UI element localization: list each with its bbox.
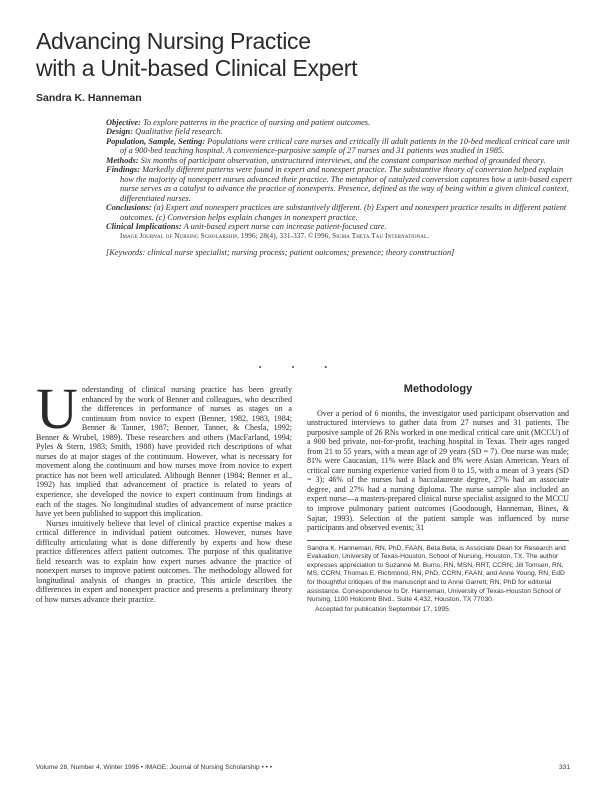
abstract-implications: [106, 222, 576, 231]
conclusions-text: (a) Expert and nonexpert practices are substantively different. (b) Expert and nonexpert practice results in different patient outcomes. (c) Conversion helps explain changes in nonexpert practice.: [120, 203, 567, 222]
footer-journal-info: Volume 28, Number 4, Winter 1996 • IMAGE: Journal of Nursing Scholarship • • •: [36, 764, 273, 771]
implications-label: Clinical Implications:: [106, 221, 182, 231]
conclusions-label: Conclusions:: [106, 203, 152, 213]
intro-paragraph-1-text: nderstanding of clinical nursing practice has been greatly enhanced by the work of Benner and colleagues, who described the differences in performance of nurses as stages on a continuum from novice to expert (Benner, 1982, 1983, 1984; Benner & Tanner, 1987; Benner, Tanner, & Chesla, 1992; Benner & Wrubel, 1989). These researchers and others (MacFarland, 1994; Pyles & Stern, 1983; Smith, 1988) have provided rich descriptions of what nurses do at major stages of the continuum. However, what is necessary for movement along the continuum and how nurses move from novice to expert practice has not been well articulated. Although Benner (1984; Benner et al., 1992) has implied that advancement of practice is related to years of experience, she developed the novice to expert continuum from findings at each of the stages. No longitudinal studies of advancement of nurse practice have yet been published to support this implication.: [36, 385, 292, 519]
objective-text: To explore patterns in the practice of nursing and patient outcomes.: [142, 118, 371, 127]
author-bio: Sandra K. Hanneman, RN, PhD, FAAN, Beta Beta, is Associate Dean for Research and Evaluation, University of Texas-Houston, School of Nursing, Houston, TX. The author expresses appreciation to Suzanne M. Burns, RN, MSN, RRT, CCRN; Jill Tomsen, RN, MS, CCRN; Thomas E. Richmond, RN, PhD, CCRN, FAAN; and Anne Young, RN, EdD for thoughtful critiques of the manuscript and to Anne Garrett, RN, PhD for editorial assistance. Correspondence to Dr. Hanneman, University of Texas-Houston School of Nursing, 1100 Holcomb Blvd., Suite 4.432, Houston, TX 77030.: [307, 544, 566, 604]
methodology-paragraph: Over a period of 6 months, the investigator used participant observation and unstructured interviews to gather data from 27 nurses and 31 patients. The purposive sample of 26 RNs worked in one medical critical care unit (MCCU) of a 900 bed private, not-for-profit, teaching hospital in Texas. Their ages ranged from 21 to 55 years, with a mean age of 29 years (SD = 7). One nurse was male; 81% were Caucasian, 11% were Black and 8% were Asian American. Years of critical care nursing experience varied from 0 to 15, with a mean of 3 years (SD = 3); 46% of the nurses had a baccalaureate degree, 27% had an associate degree, and 27% had a nursing diploma. The nurse sample also included an expert nurse—a masters-prepared clinical nurse specialist assigned to the MCCU to improve pulmonary patient outcomes (Goodnough, Hanneman, Bines, & Sajtar, 1993). Selection of the patient sample was influenced by nurse participants and observed events; 31: [307, 408, 569, 533]
findings-text: Markedly different patterns were found in expert and nonexpert practice. The substantive theory of conversion helped explain how the majority of nonexpert nurses advanced their practice. The metaphor of catalyzed conversion captures how a unit-based expert nurse serves as a catalyst to advance the practice of nonexperts. Presence, defined as the way of being within a given clinical context, differentiated nurses.: [120, 165, 573, 203]
abstract-conclusions: [106, 203, 576, 222]
population-text: Populations were critical care nurses and critically ill adult patients in the 10-bed medical critical care unit of a 900-bed teaching hospital. A convenience-purposive sample of 27 nurses and 31 patients was studied in 1985.: [120, 136, 570, 156]
title-line-1: Advancing Nursing Practice: [36, 28, 311, 54]
title-line-2: with a Unit-based Clinical Expert: [36, 55, 358, 81]
accepted-date: Accepted for publication September 17, 1995.: [315, 605, 451, 613]
design-text: Qualitative field research.: [135, 127, 223, 137]
drop-cap: U: [36, 376, 78, 441]
population-label: Population, Sample, Setting:: [106, 136, 206, 146]
methods-label: Methods:: [106, 155, 139, 165]
journal-citation: Image Journal of Nursing Scholarship, 1996; 28(4), 331-337. ©1996, Sigma Theta Tau International.: [120, 232, 430, 241]
intro-paragraph-2: Nurses intuitively believe that level of clinical practice expertise makes a critical difference in individual patient outcomes. However, nurses have difficulty articulating what is done differently by experts and how these practice differences affect patient outcomes. The purpose of this qualitative field research was to explain how expert nurses advance the practice of nonexpert nurses to improve patient outcomes. The methodology allowed for longitudinal analysis of changes in practice. This article describes the differences in expert and nonexpert practice and presents a preliminary theory of how nurses advance their practice.: [36, 518, 292, 605]
footnote-divider: [307, 540, 569, 541]
page-number: 331: [558, 764, 570, 771]
abstract-design: [106, 127, 576, 136]
article-title: [36, 28, 357, 82]
author-footnote: [307, 545, 569, 615]
methods-text: Six months of participant observation, unstructured interviews, and the constant comparison method of grounded theory.: [140, 155, 546, 165]
right-column: [307, 385, 569, 614]
abstract: [106, 118, 576, 257]
abstract-objective: [106, 118, 576, 127]
abstract-population: [106, 137, 576, 156]
abstract-methods: [106, 156, 576, 165]
methodology-heading: Methodology: [403, 383, 473, 395]
author-name: Sandra K. Hanneman: [36, 92, 142, 104]
implications-text: A unit-based expert nurse can increase patient-focused care.: [183, 221, 387, 231]
objective-label: Objective:: [106, 118, 141, 127]
findings-label: Findings:: [106, 165, 140, 175]
section-separator: • • •: [258, 363, 342, 372]
abstract-findings: [106, 165, 576, 203]
left-column: [36, 376, 292, 605]
keywords: [Keywords: clinical nurse specialist; nursing process; patient outcomes; presence; theory construction]: [106, 247, 455, 257]
intro-paragraph-1: [36, 376, 292, 519]
design-label: Design:: [106, 127, 133, 137]
